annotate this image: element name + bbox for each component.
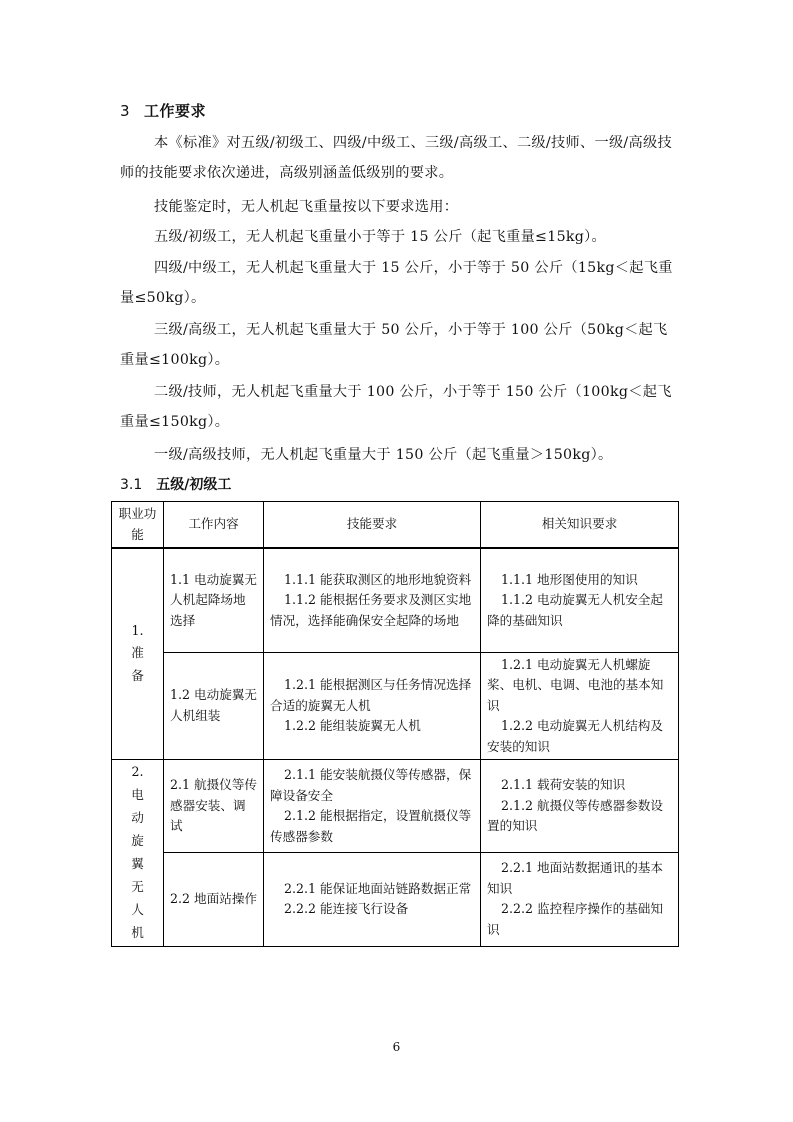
subsection-title: 五级/初级工 (156, 477, 232, 493)
header-function: 职业功能 (112, 502, 164, 549)
function-number: 1. (131, 622, 144, 638)
section-title: 工作要求 (144, 102, 207, 120)
skill-item: 2.2.2 能连接飞行设备 (284, 901, 409, 917)
table-row (112, 853, 679, 946)
paragraph: 二级/技师，无人机起飞重量大于 100 公斤，小于等于 150 公斤（100kg＜起飞重量≤150kg）。 (120, 384, 672, 430)
knowledge-cell (481, 853, 679, 946)
work-content-cell: 1.2 电动旋翼无人机组装 (164, 652, 264, 760)
knowledge-item: 2.2.2 监控程序操作的基础知识 (487, 901, 663, 937)
skill-item: 2.2.1 能保证地面站链路数据正常 (284, 880, 472, 896)
table-row (112, 548, 679, 652)
skill-item: 2.1.2 能根据指定，设置航摄仪等传感器参数 (270, 808, 472, 844)
subsection-number: 3.1 (120, 477, 143, 493)
skill-item: 1.2.1 能根据测区与任务情况选择合适的旋翼无人机 (270, 677, 472, 713)
knowledge-item: 1.1.1 地形图使用的知识 (501, 571, 638, 587)
function-cell (112, 760, 164, 947)
paragraph: 技能鉴定时，无人机起飞重量按以下要求选用： (154, 199, 459, 215)
knowledge-item: 1.1.2 电动旋翼无人机安全起降的基础知识 (487, 592, 663, 628)
work-content-cell: 2.2 地面站操作 (164, 853, 264, 946)
paragraph: 本《标准》对五级/初级工、四级/中级工、三级/高级工、二级/技师、一级/高级技师的技能要求依次递进，高级别涵盖低级别的要求。 (120, 135, 672, 181)
paragraph: 一级/高级技师，无人机起飞重量大于 150 公斤（起飞重量＞150kg）。 (154, 447, 613, 463)
function-cell (112, 548, 164, 760)
table-row (112, 760, 679, 853)
knowledge-item: 2.1.2 航摄仪等传感器参数设置的知识 (487, 797, 663, 834)
skill-requirements-table (111, 501, 679, 947)
function-name: 电动旋翼无人机 (131, 786, 144, 940)
knowledge-item: 1.2.2 电动旋翼无人机结构及安装的知识 (487, 718, 663, 754)
header-knowledge-requirements: 相关知识要求 (481, 502, 679, 549)
knowledge-item: 1.2.1 电动旋翼无人机螺旋桨、电机、电调、电池的基本知识 (487, 656, 664, 713)
knowledge-cell (481, 548, 679, 652)
function-name: 准备 (131, 645, 144, 684)
skill-cell (264, 652, 481, 760)
knowledge-cell (481, 760, 679, 853)
page-number: 6 (392, 1040, 401, 1054)
paragraph: 五级/初级工，无人机起飞重量小于等于 15 公斤（起飞重量≤15kg）。 (154, 229, 607, 245)
header-work-content: 工作内容 (164, 502, 264, 549)
knowledge-item: 2.1.1 载荷安装的知识 (501, 777, 626, 793)
subsection-heading (120, 474, 231, 494)
work-content-cell: 1.1 电动旋翼无人机起降场地选择 (164, 548, 264, 652)
skill-cell (264, 548, 481, 652)
knowledge-cell (481, 652, 679, 760)
paragraph: 三级/高级工，无人机起飞重量大于 50 公斤，小于等于 100 公斤（50kg＜起飞重量≤100kg）。 (120, 322, 668, 368)
knowledge-item: 2.2.1 地面站数据通讯的基本知识 (487, 860, 663, 896)
skill-item: 1.1.1 能获取测区的地形地貌资料 (284, 571, 472, 587)
paragraph: 四级/中级工，无人机起飞重量大于 15 公斤，小于等于 50 公斤（15kg＜起飞重量≤50kg）。 (120, 260, 673, 306)
table-header-row (112, 502, 679, 549)
section-number: 3 (120, 102, 131, 120)
header-skill-requirements: 技能要求 (264, 502, 481, 549)
section-heading (120, 100, 206, 121)
skill-cell (264, 760, 481, 853)
skill-item: 1.1.2 能根据任务要求及测区实地情况，选择能确保安全起降的场地 (270, 592, 472, 628)
skill-item: 2.1.1 能安装航摄仪等传感器，保障设备安全 (270, 767, 472, 803)
skill-cell (264, 853, 481, 946)
work-content-cell: 2.1 航摄仪等传感器安装、调试 (164, 760, 264, 853)
function-number: 2. (131, 764, 144, 779)
skill-item: 1.2.2 能组装旋翼无人机 (284, 718, 421, 733)
table-row (112, 652, 679, 760)
